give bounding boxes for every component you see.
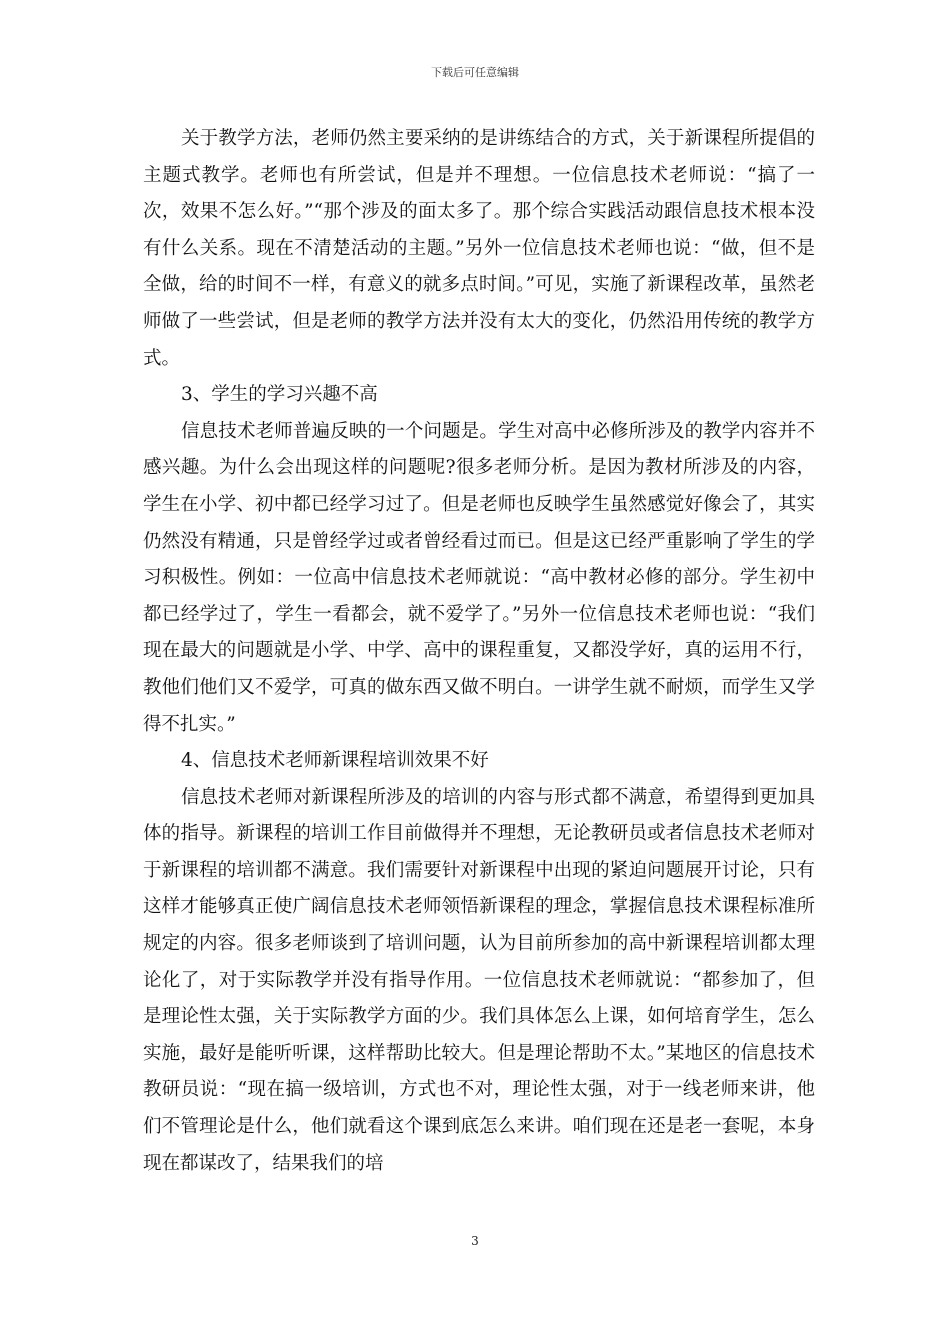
paragraph-teaching-methods: 关于教学方法，老师仍然主要采纳的是讲练结合的方式，关于新课程所提倡的主题式教学。老师也有所尝试，但是并不理想。一位信息技术老师说：“搞了一次，效果不怎么好。”“那个涉及的面太多了。那个综合实践活动跟信息技术根本没有什么关系。现在不清楚活动的主题。”另外一位信息技术老师也说：“做，但不是全做，给的时间不一样，有意义的就多点时间。”可见，实施了新课程改革，虽然老师做了一些尝试，但是老师的教学方法并没有太大的变化，仍然沿用传统的教学方式。 <box>143 128 815 369</box>
section-heading-4: 4、信息技术老师新课程培训效果不好 <box>181 750 489 772</box>
page-number: 3 <box>471 1234 479 1248</box>
section-heading-3: 3、学生的学习兴趣不高 <box>181 384 378 406</box>
page-header: 下载后可任意编辑 <box>431 66 519 79</box>
paragraph-teacher-training: 信息技术老师对新课程所涉及的培训的内容与形式都不满意，希望得到更加具体的指导。新课程的培训工作目前做得并不理想，无论教研员或者信息技术老师对于新课程的培训都不满意。我们需要针对新课程中出现的紧迫问题展开讨论，只有这样才能够真正使广阔信息技术老师领悟新课程的理念，掌握信息技术课程标准所规定的内容。很多老师谈到了培训问题，认为目前所参加的高中新课程培训都太理论化了，对于实际教学并没有指导作用。一位信息技术老师就说：“都参加了，但是理论性太强，关于实际教学方面的少。我们具体怎么上课，如何培育学生，怎么实施，最好是能听听课，这样帮助比较大。但是理论帮助不太。”某地区的信息技术教研员说：“现在搞一级培训，方式也不对，理论性太强，对于一线老师来讲，他们不管理论是什么，他们就看这个课到底怎么来讲。咱们现在还是老一套呢，本身现在都谋改了，结果我们的培 <box>143 786 815 1174</box>
paragraph-student-interest: 信息技术老师普遍反映的一个问题是。学生对高中必修所涉及的教学内容并不感兴趣。为什么会出现这样的问题呢?很多老师分析。是因为教材所涉及的内容，学生在小学、初中都已经学习过了。但是老师也反映学生虽然感觉好像会了，其实仍然没有精通，只是曾经学过或者曾经看过而已。但是这已经严重影响了学生的学习积极性。例如：一位高中信息技术老师就说：“高中教材必修的部分。学生初中都已经学过了，学生一看都会，就不爱学了。”另外一位信息技术老师也说：“我们现在最大的问题就是小学、中学、高中的课程重复，又都没学好，真的运用不行，教他们他们又不爱学，可真的做东西又做不明白。一讲学生就不耐烦，而学生又学得不扎实。” <box>143 420 815 735</box>
document-body <box>143 121 815 1182</box>
